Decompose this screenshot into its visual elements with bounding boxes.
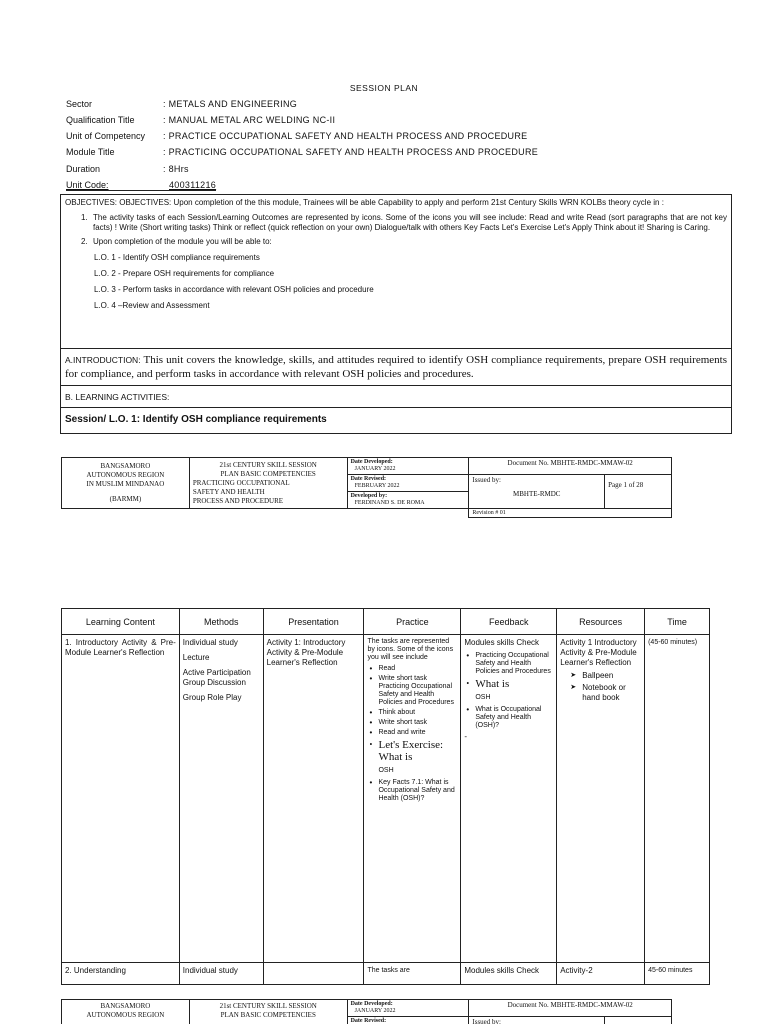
lo-2: L.O. 2 - Prepare OSH requirements for compliance [94,269,275,278]
org-line-1: BANGSAMORO [100,462,151,470]
row2-methods: Individual study [179,963,263,985]
objectives-intro: OBJECTIVES: OBJECTIVES: Upon completion of the this module, Trainees will be able Capability to apply and perform 21st Century Skills WRN KOLBs theory cycle in : [65,198,664,207]
org-line-3: IN MUSLIM MINDANAO [86,480,165,488]
row2-feedback: Modules skills Check [461,963,557,985]
row1-content: 1. Introductory Activity & Pre-Module Learner's Reflection [62,635,180,963]
table-row [62,635,710,963]
org-line-4: (BARMM) [109,495,142,503]
col-resources: Resources [557,609,645,635]
col-time: Time [645,609,710,635]
row1-methods: Individual study Lecture Active Participation Group Discussion Group Role Play [179,635,263,963]
org-line-2: AUTONOMOUS REGION [86,471,165,479]
developed-by: FERDINAND S. DE ROMA [354,500,425,506]
objectives-item-1: The activity tasks of each Session/Learning Outcomes are represented by icons. Some of the icons you will see include: Read and write Read (sort paragraphs that are not key facts) ! Write (Short writing tasks) Think or reflect (quick reflection on your own) Dialogue/talk with others Key Facts Let's Exercise Let's Apply Think about it! Sharing is Caring. [93,213,727,232]
col-learning-content: Learning Content [62,609,180,635]
document-header-table-2: BANGSAMORO AUTONOMOUS REGION 21st CENTURY SKILL SESSION PLAN BASIC COMPETENCIES Date Developed: JANUARY 2022 Document No. MBHTE-RMDC-MMAW-02 Date Revised: Issued by: [61,999,672,1024]
date-developed-label: Date Developed: [350,459,393,465]
lo-1: L.O. 1 - Identify OSH compliance requirements [94,253,260,262]
introduction-label: A.INTRODUCTION: [65,355,141,365]
session-lo-heading: Session/ L.O. 1: Identify OSH compliance requirements [60,407,732,434]
unit-code-underline [66,190,216,191]
plan-line-5: PROCESS AND PROCEDURE [192,497,284,505]
plan-line-2: PLAN BASIC COMPETENCIES [220,470,316,478]
col-feedback: Feedback [461,609,557,635]
lo-4: L.O. 4 –Review and Assessment [94,301,210,310]
plan-line-1: 21st CENTURY SKILL SESSION [219,461,317,469]
col-methods: Methods [179,609,263,635]
revision-number: Revision # 01 [469,509,672,518]
row1-practice: The tasks are represented by icons. Some of the icons you will see include • Read • Write short task Practicing Occupational Safety and Health Policies and Procedures • Think about • Write short task • Read and write • Let's Exercise: What is OSH • Key Facts 7.1: What is Occupational Safety and Health (OSH)? [364,635,461,963]
page-title: SESSION PLAN [349,83,419,93]
col-practice: Practice [364,609,461,635]
table-row [62,963,710,985]
row1-resources: Activity 1 Introductory Activity & Pre-Module Learner's Reflection ➤ Ballpeen ➤ Notebook or hand book [557,635,645,963]
date-developed: JANUARY 2022 [354,466,396,472]
col-presentation: Presentation [263,609,364,635]
document-header-table [61,457,672,518]
page-number: Page 1 of 28 [605,475,672,509]
date-revised: FEBRUARY 2022 [354,483,400,489]
row2-presentation [263,963,364,985]
learning-activities-table [61,608,710,985]
developed-by-label: Developed by: [350,493,388,499]
date-revised-label: Date Revised: [350,476,387,482]
plan-line-3: PRACTICING OCCUPATIONAL [192,479,290,487]
row2-resources: Activity-2 [557,963,645,985]
objectives-item-2: Upon completion of the module you will be able to: [93,237,272,246]
row1-time: (45-60 minutes) [645,635,710,963]
objectives-box: OBJECTIVES: OBJECTIVES: Upon completion of the this module, Trainees will be able Capability to apply and perform 21st Century Skills WRN KOLBs theory cycle in : 1. The activity tasks of each Session/Learning Outcomes are represented by icons. Some of the icons you will see include: Read and write Read (sort paragraphs that are not key facts) ! Write (Short writing tasks) Think or reflect (quick reflection on your own) Dialogue/talk with others Key Facts Let's Exercise Let's Apply Think about it! Sharing is Caring. 2. Upon completion of the module you will be able to: L.O. 1 - Identify OSH compliance requirements L.O. 2 - Prepare OSH requirements for compliance L.O. 3 - Perform tasks in accordance with relevant OSH policies and procedure L.O. 4 –Review and Assessment [60,194,732,349]
issued-by-label: Issued by: [472,476,501,484]
row1-presentation: Activity 1: Introductory Activity & Pre-Module Learner's Reflection [263,635,364,963]
plan-line-4: SAFETY AND HEALTH [192,488,265,496]
row2-content: 2. Understanding [62,963,180,985]
introduction-text: This unit covers the knowledge, skills, and attitudes required to identify OSH compliance requirements, prepare OSH requirements for compliance, and perform tasks in accordance with relevant OSH policies and procedures. [65,354,727,380]
row2-practice: The tasks are [364,963,461,985]
introduction-box [60,348,732,386]
learning-activities: B. LEARNING ACTIVITIES: [60,385,732,408]
row2-time: 45-60 minutes [645,963,710,985]
issued-by: MBHTE-RMDC [513,490,561,498]
document-number: Document No. MBHTE-RMDC-MMAW-02 [469,458,672,475]
row1-feedback: Modules skills Check • Practicing Occupational Safety and Health Policies and Procedures • What is OSH • What is Occupational Safety and Health (OSH)? - [461,635,557,963]
lo-3: L.O. 3 - Perform tasks in accordance with relevant OSH policies and procedure [94,285,374,294]
